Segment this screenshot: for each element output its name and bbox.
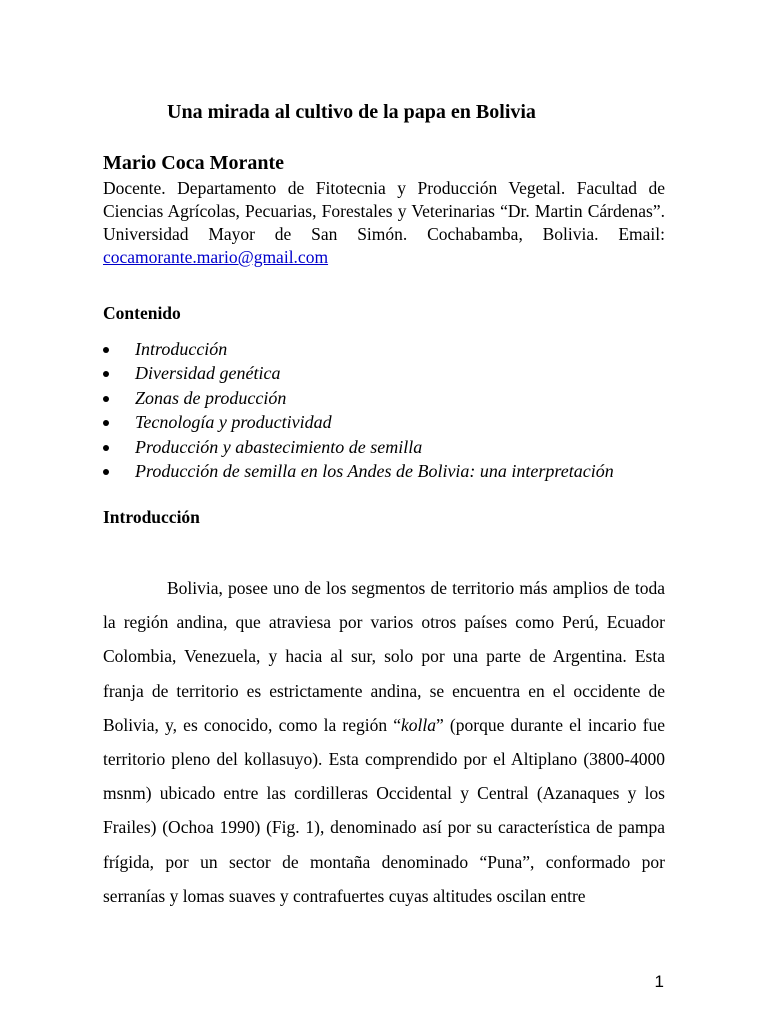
paragraph-italic-term: kolla xyxy=(401,714,437,735)
contents-item-label: Zonas de producción xyxy=(135,387,287,408)
list-item xyxy=(103,459,683,483)
list-item xyxy=(103,410,683,434)
page-number: 1 xyxy=(654,972,664,991)
list-item xyxy=(103,386,683,410)
contents-item-label: Diversidad genética xyxy=(135,363,281,384)
introduction-paragraph xyxy=(103,571,665,913)
author-name: Mario Coca Morante xyxy=(103,152,285,174)
introduction-heading: Introducción xyxy=(103,507,200,527)
affiliation-text: Docente. Departamento de Fitotecnia y Producción Vegetal. Facultad de Ciencias Agrícolas, Pecuarias, Forestales y Veterinarias “Dr. Martin Cárdenas”. Universidad Mayor de San Simón. Cochabamba, Bolivia. Email: xyxy=(103,178,665,244)
contents-list xyxy=(103,337,683,483)
bullet-icon xyxy=(103,445,109,451)
contents-item-label: Tecnología y productividad xyxy=(135,412,332,433)
list-item xyxy=(103,435,683,459)
email-link[interactable]: cocamorante.mario@gmail.com xyxy=(103,247,329,267)
author-affiliation xyxy=(103,177,665,269)
bullet-icon xyxy=(103,469,109,475)
paragraph-text-start: Bolivia, posee uno de los segmentos de territorio más amplios de toda la región andina, que atraviesa por varios otros países como Perú, Ecuador Colombia, Venezuela, y hacia al sur, solo por una parte de Argentina. Esta franja de territorio es estrictamente andina, se encuentra en el occidente de Bolivia, y, es conocido, como la región “ xyxy=(103,578,665,735)
contents-item-label: Producción de semilla en los Andes de Bolivia: una interpretación xyxy=(135,460,614,481)
bullet-icon xyxy=(103,371,109,377)
document-title: Una mirada al cultivo de la papa en Bolivia xyxy=(167,101,536,123)
contents-item-label: Producción y abastecimiento de semilla xyxy=(135,436,423,457)
contents-item-label: Introducción xyxy=(135,339,228,359)
bullet-icon xyxy=(103,396,109,402)
bullet-icon xyxy=(103,420,109,426)
list-item xyxy=(103,337,683,361)
contents-heading: Contenido xyxy=(103,303,181,323)
bullet-icon xyxy=(103,347,109,353)
introduction-body xyxy=(103,571,665,913)
list-item xyxy=(103,361,683,385)
paragraph-text-end: ” (porque durante el incario fue territorio pleno del kollasuyo). Esta comprendido por el Altiplano (3800-4000 msnm) ubicado entre las cordilleras Occidental y Central (Azanaques y los Frailes) (Ochoa 1990) (Fig. 1), denominado así por su característica de pampa frígida, por un sector de montaña denominado “Puna”, conformado por serranías y lomas suaves y contrafuertes cuyas altitudes oscilan entre xyxy=(103,714,665,906)
